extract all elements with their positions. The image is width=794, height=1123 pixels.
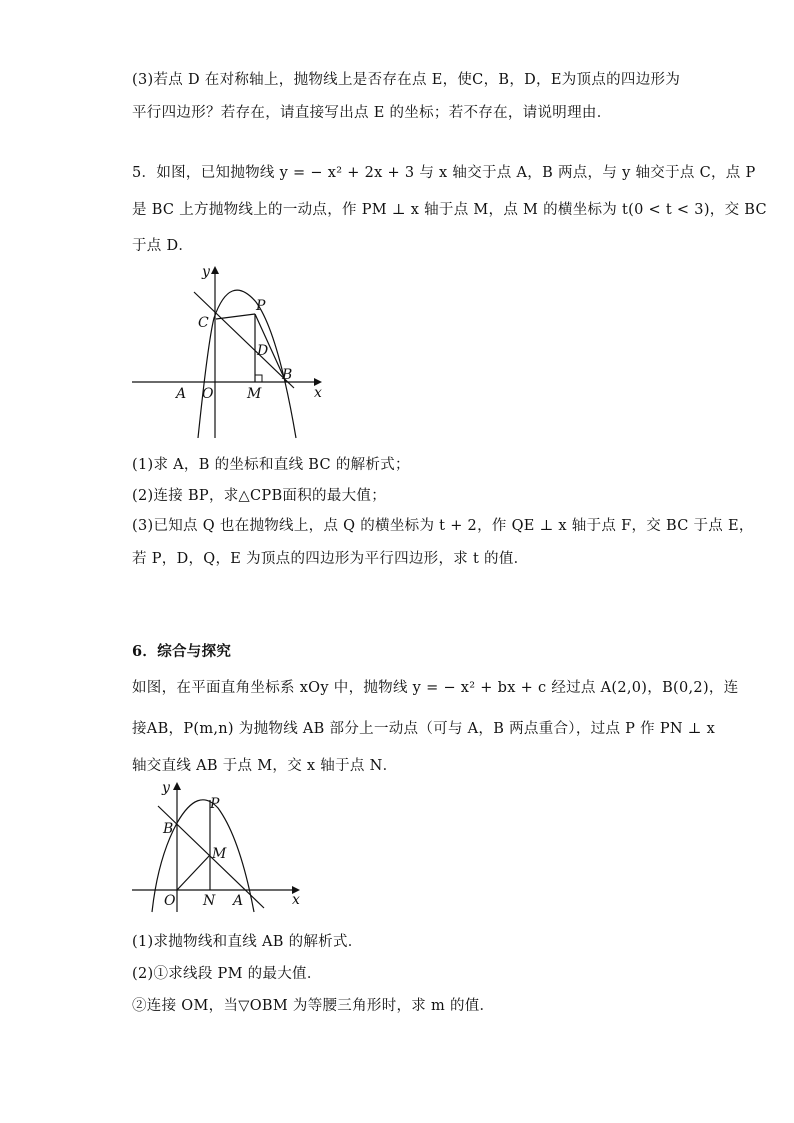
q6-line3: 轴交直线 AB 于点 M，交 x 轴于点 N． <box>132 758 398 774</box>
q5-part1: (1)求 A，B 的坐标和直线 BC 的解析式； <box>132 457 410 473</box>
q5-line1: 5．如图，已知抛物线 y = − x² + 2x + 3 与 x 轴交于点 A，B 两点，与 y 轴交于点 C，点 P <box>132 165 756 181</box>
prev-part3-line2: 平行四边形？若存在，请直接写出点 E 的坐标；若不存在，请说明理由． <box>132 105 612 121</box>
q5-label-b: B <box>282 367 293 383</box>
q5-parabola <box>198 290 296 438</box>
q5-label-m: M <box>247 386 262 402</box>
q5-label-c: C <box>198 315 209 331</box>
q5-part3-line1: (3)已知点 Q 也在抛物线上，点 Q 的横坐标为 t + 2，作 QE ⊥ x 轴于点 F，交 BC 于点 E， <box>132 518 754 534</box>
q5-right-angle <box>255 375 262 382</box>
q6-label-n: N <box>203 893 216 909</box>
prev-part3-line1: (3)若点 D 在对称轴上，抛物线上是否存在点 E，使C，B，D，E为顶点的四边形为 <box>132 72 681 88</box>
q5-segment-cp <box>216 314 255 319</box>
q5-label-p: P <box>256 298 266 314</box>
q6-figure <box>128 778 308 914</box>
q5-label-y: y <box>202 264 210 280</box>
q5-label-d: D <box>257 343 269 359</box>
q5-part3-line2: 若 P，D，Q，E 为顶点的四边形为平行四边形，求 t 的值． <box>132 551 529 567</box>
q5-part2: (2)连接 BP，求△CPB面积的最大值； <box>132 488 387 504</box>
q5-figure <box>128 262 328 442</box>
q6-title: 6．综合与探究 <box>132 643 232 660</box>
q5-y-arrow <box>211 266 219 274</box>
q6-label-a: A <box>233 893 244 909</box>
q6-label-m: M <box>212 846 227 862</box>
q6-line2: 接AB，P(m,n) 为抛物线 AB 部分上一动点（可与 A，B 两点重合），过点 P 作 PN ⊥ x <box>132 721 716 737</box>
q6-part2b: ②连接 OM，当▽OBM 为等腰三角形时，求 m 的值． <box>132 998 495 1014</box>
q6-label-b: B <box>163 821 174 837</box>
q6-line1: 如图，在平面直角坐标系 xOy 中，抛物线 y = − x² + bx + c 经过点 A(2,0)，B(0,2)，连 <box>132 680 739 696</box>
q5-line2: 是 BC 上方抛物线上的一动点，作 PM ⊥ x 轴于点 M，点 M 的横坐标为 t(0 < t < 3)，交 BC <box>132 202 767 218</box>
q6-part2: (2)①求线段 PM 的最大值． <box>132 966 322 982</box>
q6-part1: (1)求抛物线和直线 AB 的解析式． <box>132 934 363 950</box>
q6-label-x: x <box>292 892 300 908</box>
q5-label-a: A <box>176 386 187 402</box>
q5-label-x: x <box>314 385 322 401</box>
q6-segment-om <box>177 855 210 890</box>
q6-label-o: O <box>164 893 176 909</box>
q6-y-arrow <box>173 782 181 790</box>
q5-label-o: O <box>202 386 214 402</box>
q6-label-y: y <box>162 780 170 796</box>
q6-label-p: P <box>210 796 220 812</box>
q5-line3: 于点 D． <box>132 238 194 254</box>
q5-line-bc <box>194 292 294 388</box>
